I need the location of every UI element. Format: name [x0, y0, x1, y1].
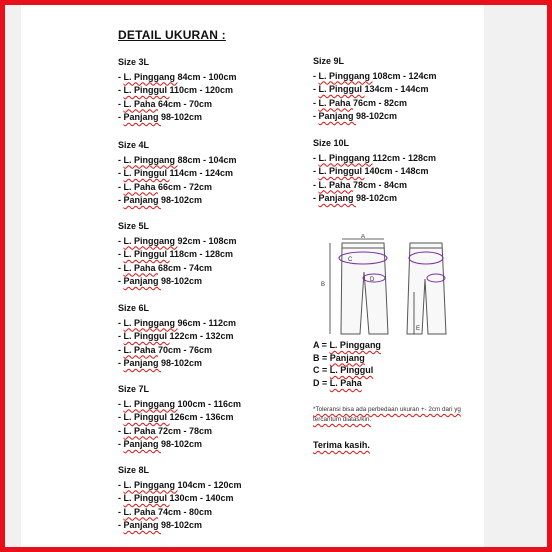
measurement-line: - L. Paha 78cm - 84cm	[313, 179, 408, 190]
measurement-line: - L. Pinggang 92cm - 108cm	[118, 235, 237, 246]
size-label: Size 5L	[118, 221, 150, 231]
measurement-line: - L. Pinggul 118cm - 128cm	[118, 249, 234, 259]
diagram-label-b: B	[321, 282, 326, 288]
measurement-value: 122cm - 132cm	[169, 331, 234, 341]
measurement-value: 108cm - 124cm	[372, 70, 437, 81]
measurement-value: 76cm - 82cm	[353, 97, 408, 108]
measurement-value: 78cm - 84cm	[353, 179, 408, 190]
measurement-value: 98-102cm	[161, 439, 203, 449]
measurement-line: - Panjang 98-102cm	[118, 276, 203, 286]
size-block	[118, 464, 242, 533]
right-gutter	[484, 5, 547, 547]
frame-bottom-border	[0, 547, 552, 552]
diagram-label-c: C	[348, 257, 353, 263]
measurement-value: 98-102cm	[356, 111, 398, 121]
measurement-value: 84cm - 100cm	[177, 71, 237, 82]
size-label: Size 7L	[118, 384, 150, 394]
measurement-value: 112cm - 128cm	[372, 152, 437, 163]
measurement-line: - L. Paha 64cm - 70cm	[118, 98, 213, 109]
measurement-line: - L. Pinggang 108cm - 124cm	[313, 70, 437, 81]
measurement-value: 114cm - 124cm	[169, 168, 234, 178]
measurement-value: 72cm - 78cm	[158, 425, 213, 436]
measurement-value: 98-102cm	[161, 112, 203, 122]
frame-right-border	[547, 0, 552, 552]
measurement-value: 140cm - 148cm	[364, 166, 429, 176]
measurement-line: - L. Pinggang 84cm - 100cm	[118, 71, 237, 82]
measurement-line: - L. Pinggang 112cm - 128cm	[313, 152, 437, 163]
measurement-line: - L. Pinggang 104cm - 120cm	[118, 479, 242, 490]
measurement-line: - L. Pinggul 126cm - 136cm	[118, 412, 234, 422]
diagram-label-e: E	[416, 326, 421, 332]
measurement-value: 118cm - 128cm	[169, 249, 234, 259]
size-label: Size 10L	[313, 138, 350, 148]
measurement-line: - L. Pinggul 114cm - 124cm	[118, 168, 234, 178]
measurement-line: - L. Paha 68cm - 74cm	[118, 262, 213, 273]
measurement-value: 130cm - 140cm	[169, 493, 234, 503]
measurement-line: - Panjang 98-102cm	[118, 112, 203, 122]
measurement-line: - L. Paha 72cm - 78cm	[118, 425, 213, 436]
measurement-value: 64cm - 70cm	[158, 98, 213, 109]
measurement-value: 70cm - 76cm	[158, 344, 213, 355]
measurement-line: - L. Paha 70cm - 76cm	[118, 344, 213, 355]
measurement-value: 88cm - 104cm	[177, 154, 237, 165]
size-label: Size 3L	[118, 57, 150, 67]
diagram-label-a: A	[361, 234, 366, 240]
measurement-line: - L. Pinggul 140cm - 148cm	[313, 166, 429, 176]
measurement-line: - Panjang 98-102cm	[118, 520, 203, 530]
legend-item: C = L. Pinggul	[313, 365, 374, 376]
document-title: DETAIL UKURAN :	[118, 28, 226, 42]
size-label: Size 4L	[118, 140, 150, 150]
measurement-line: - Panjang 98-102cm	[313, 111, 398, 121]
measurement-line: - L. Pinggang 100cm - 116cm	[118, 398, 242, 409]
measurement-value: 104cm - 120cm	[177, 479, 242, 490]
measurement-line: - Panjang 98-102cm	[118, 358, 203, 368]
measurement-value: 98-102cm	[161, 276, 203, 286]
pants-diagram	[318, 234, 458, 339]
measurement-line: - L. Pinggul 110cm - 120cm	[118, 85, 234, 95]
measurement-value: 68cm - 74cm	[158, 262, 213, 273]
size-block	[118, 56, 237, 125]
measurement-value: 126cm - 136cm	[169, 412, 234, 422]
size-block	[313, 137, 436, 206]
size-block	[313, 55, 437, 124]
measurement-value: 96cm - 112cm	[177, 317, 237, 328]
tolerance-note: *Toleransi bisa ada perbedaan ukuran +- 2cm dari yg tercantum diatas/kiri.	[313, 406, 461, 423]
size-label: Size 6L	[118, 303, 150, 313]
measurement-value: 98-102cm	[161, 520, 203, 530]
measurement-value: 98-102cm	[356, 193, 398, 203]
measurement-value: 92cm - 108cm	[177, 235, 237, 246]
measurement-legend	[313, 339, 381, 389]
size-block	[118, 383, 241, 452]
measurement-line: - L. Pinggang 88cm - 104cm	[118, 154, 237, 165]
measurement-line: - L. Pinggang 96cm - 112cm	[118, 317, 237, 328]
size-block	[118, 139, 237, 208]
measurement-line: - Panjang 98-102cm	[313, 193, 398, 203]
measurement-line: - L. Paha 76cm - 82cm	[313, 97, 408, 108]
measurement-line: - L. Paha 66cm - 72cm	[118, 181, 213, 192]
size-block	[118, 302, 236, 371]
measurement-value: 98-102cm	[161, 358, 203, 368]
thank-you-text: Terima kasih.	[313, 440, 370, 450]
measurement-line: - Panjang 98-102cm	[118, 439, 203, 449]
measurement-value: 66cm - 72cm	[158, 181, 213, 192]
legend-item: A = L. Pinggang	[313, 340, 381, 350]
measurement-value: 134cm - 144cm	[364, 84, 429, 94]
measurement-line: - L. Pinggul 122cm - 132cm	[118, 331, 234, 341]
measurement-line: - L. Paha 74cm - 80cm	[118, 506, 213, 517]
measurement-line: - L. Pinggul 130cm - 140cm	[118, 493, 234, 503]
size-label: Size 9L	[313, 56, 345, 66]
size-label: Size 8L	[118, 465, 150, 475]
size-block	[118, 220, 237, 289]
legend-item: D = L. Paha	[313, 377, 362, 388]
measurement-value: 110cm - 120cm	[169, 85, 234, 95]
measurement-line: - L. Pinggul 134cm - 144cm	[313, 84, 429, 94]
measurement-line: - Panjang 98-102cm	[118, 195, 203, 205]
left-gutter	[5, 5, 21, 547]
measurement-value: 100cm - 116cm	[177, 398, 242, 409]
diagram-label-d: D	[370, 277, 375, 283]
measurement-value: 74cm - 80cm	[158, 506, 213, 517]
legend-item: B = Panjang	[313, 352, 365, 363]
measurement-value: 98-102cm	[161, 195, 203, 205]
